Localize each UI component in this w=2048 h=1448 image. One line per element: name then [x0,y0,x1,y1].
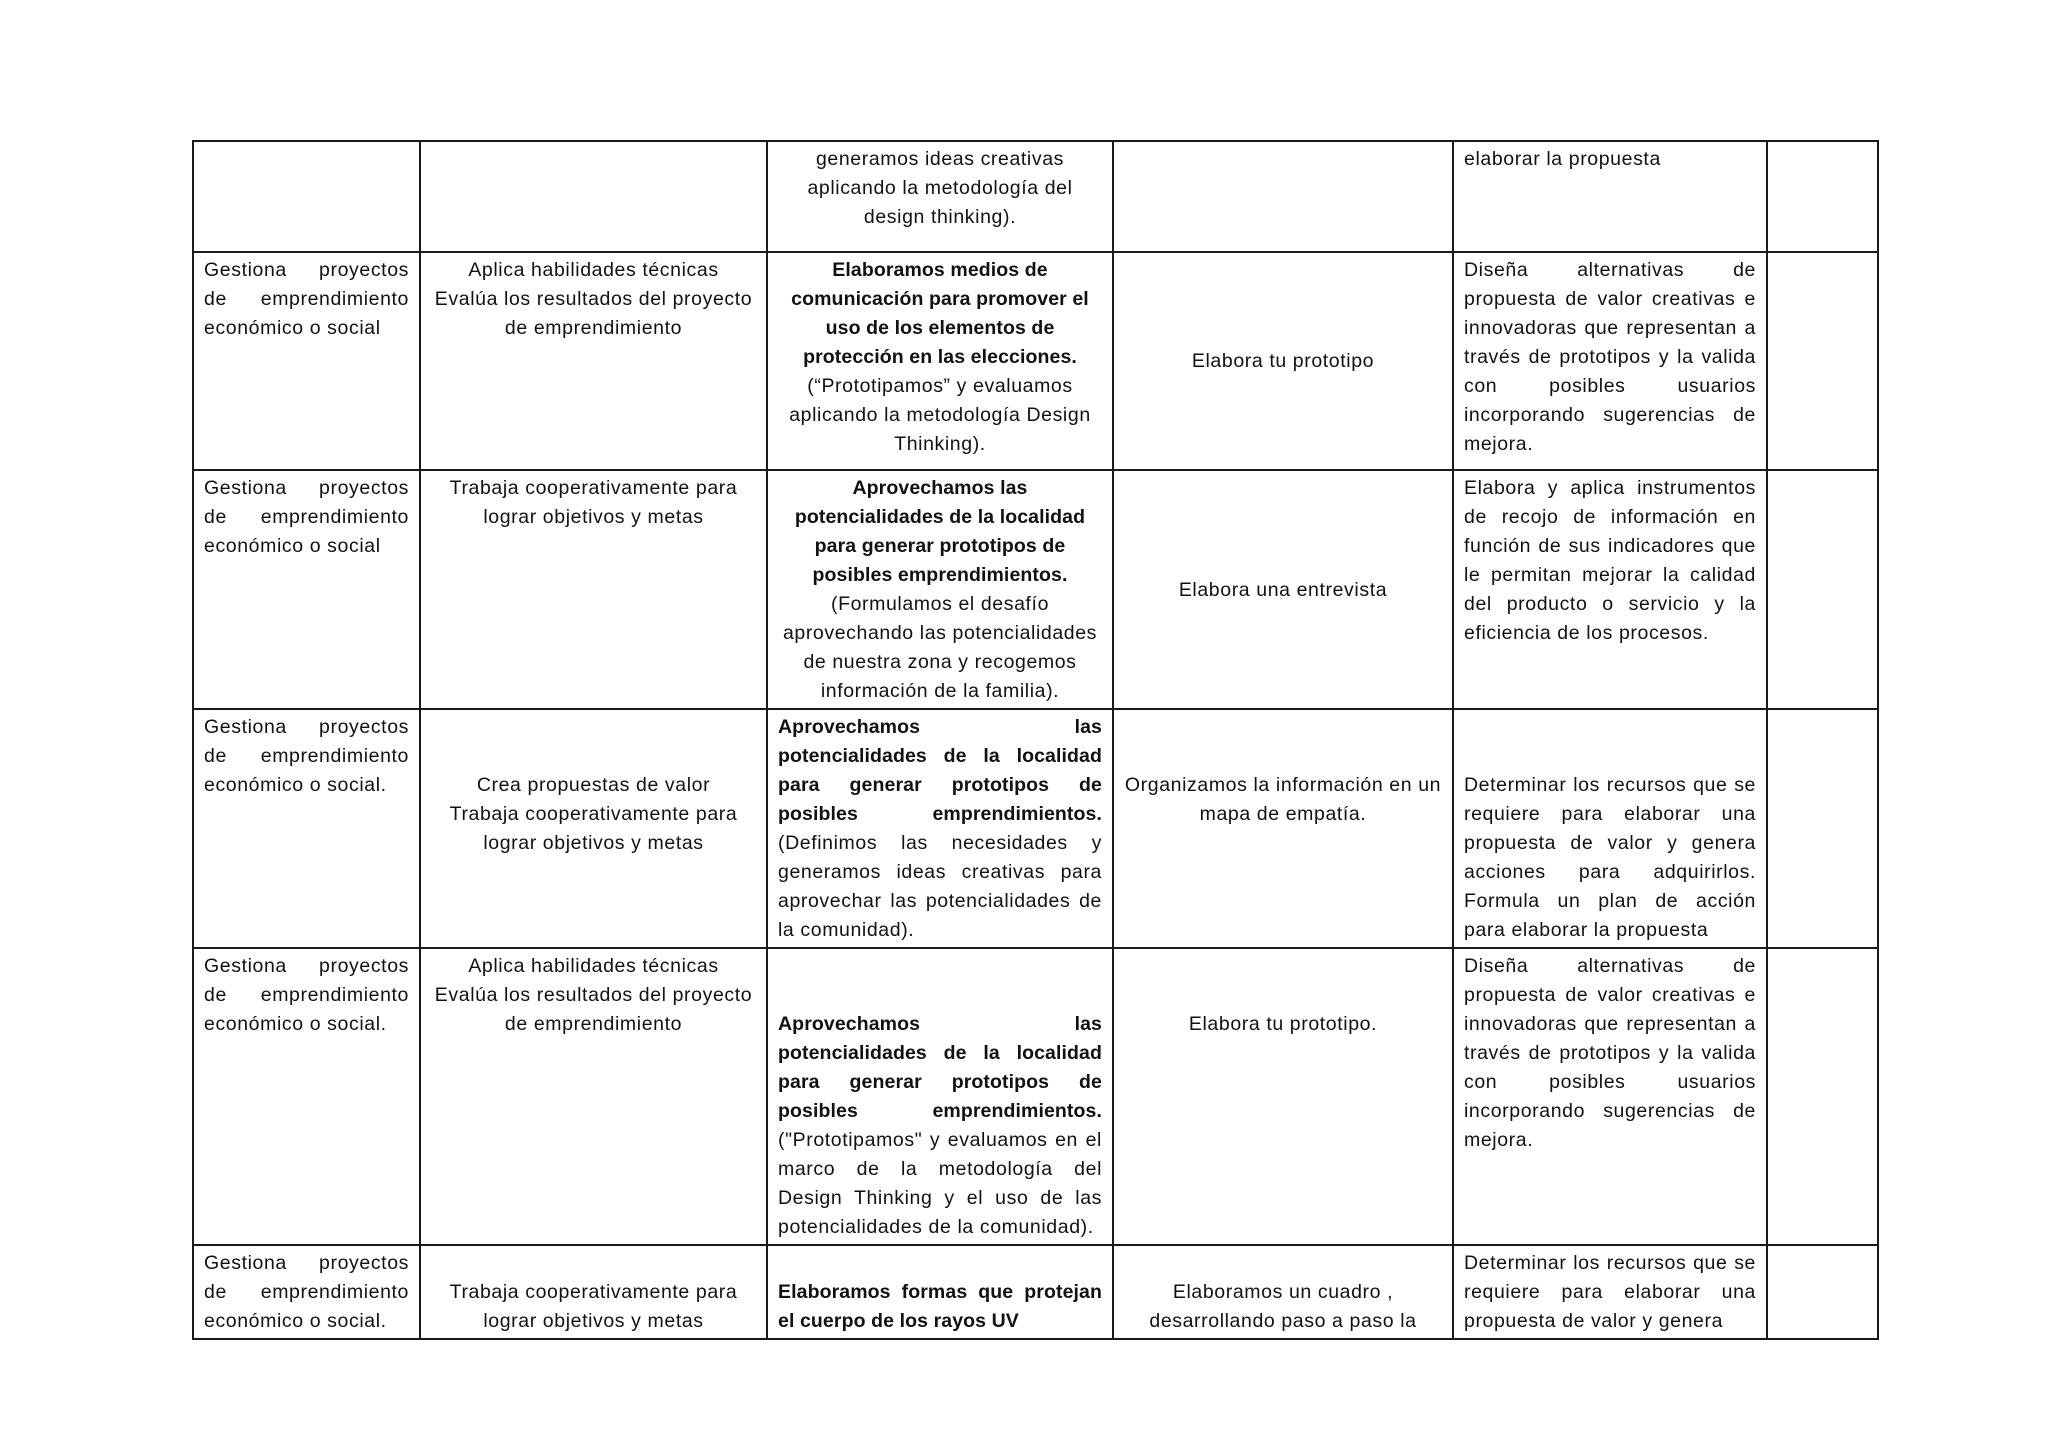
table-row [193,470,1878,709]
table-row [193,252,1878,470]
capacidad-text: Crea propuestas de valor [476,774,711,796]
desempeno-text: Diseña alternativas de propuesta de valor creativas e innovadoras que representan a través de prototipos y la valida con posibles usuarios incorporando sugerencias de mejora. [1464,259,1756,455]
desempeno-cell [1453,948,1767,1245]
actividad-cell [767,470,1113,709]
desempeno-text: elaborar la propuesta [1464,148,1661,170]
table-row [193,141,1878,252]
capacidades-cell [420,1245,767,1339]
extra-cell [1767,252,1878,470]
producto-cell [1113,470,1453,709]
producto-text: Elabora tu prototipo. [1188,1013,1378,1035]
table-row [193,1245,1878,1339]
table-row [193,948,1878,1245]
competencia-cell [193,252,420,470]
desempeno-cell [1453,1245,1767,1339]
actividad-text: (Definimos las necesidades y generamos ideas creativas para aprovechar las potencialidades de la comunidad). [778,832,1102,941]
capacidad-text: Trabaja cooperativamente para lograr objetivos y metas [449,803,738,854]
table-row [193,709,1878,948]
capacidades-cell [420,709,767,948]
producto-text: Elaboramos un cuadro , desarrollando paso a paso la [1149,1281,1417,1332]
actividad-text: generamos ideas creativas aplicando la metodología del design thinking). [807,148,1073,228]
extra-cell [1767,1245,1878,1339]
extra-cell [1767,141,1878,252]
capacidades-cell [420,948,767,1245]
capacidades-cell [420,141,767,252]
capacidades-cell [420,252,767,470]
desempeno-text: Diseña alternativas de propuesta de valor creativas e innovadoras que representan a través de prototipos y la valida con posibles usuarios incorporando sugerencias de mejora. [1464,955,1756,1151]
capacidad-text: Evalúa los resultados del proyecto de emprendimiento [434,288,753,339]
competencia-cell [193,141,420,252]
actividad-title: Aprovechamos las potencialidades de la localidad para generar prototipos de posibles emprendimientos. [778,716,1102,825]
capacidad-text: Aplica habilidades técnicas [468,955,719,977]
desempeno-text: Determinar los recursos que se requiere para elaborar una propuesta de valor y genera acciones para adquirirlos. Formula un plan de acción para elaborar la propuesta [1464,774,1756,941]
competencia-cell [193,1245,420,1339]
competencia-cell [193,948,420,1245]
actividad-cell [767,141,1113,252]
extra-cell [1767,948,1878,1245]
actividad-text: ("Prototipamos" y evaluamos en el marco de la metodología del Design Thinking y el uso de las potencialidades de la comunidad). [778,1129,1102,1238]
capacidad-text: Evalúa los resultados del proyecto de emprendimiento [434,984,753,1035]
capacidad-text: Trabaja cooperativamente para lograr objetivos y metas [449,477,738,528]
planning-table [192,140,1879,1340]
desempeno-cell [1453,252,1767,470]
extra-cell [1767,709,1878,948]
actividad-title: Aprovechamos las potencialidades de la localidad para generar prototipos de posibles emprendimientos. [794,477,1086,586]
capacidades-cell [420,470,767,709]
producto-cell [1113,948,1453,1245]
competencia-text: Gestiona proyectos de emprendimiento económico o social [204,477,409,557]
actividad-title: Elaboramos formas que protejan el cuerpo de los rayos UV [778,1281,1102,1332]
desempeno-text: Determinar los recursos que se requiere para elaborar una propuesta de valor y genera [1464,1252,1756,1332]
actividad-cell [767,1245,1113,1339]
competencia-cell [193,470,420,709]
producto-cell [1113,709,1453,948]
desempeno-cell [1453,470,1767,709]
competencia-text: Gestiona proyectos de emprendimiento económico o social [204,259,409,339]
actividad-text: (Formulamos el desafío aprovechando las potencialidades de nuestra zona y recogemos información de la familia). [782,593,1098,702]
actividad-text: (“Prototipamos” y evaluamos aplicando la metodología Design Thinking). [789,375,1091,455]
actividad-cell [767,948,1113,1245]
actividad-title: Aprovechamos las potencialidades de la localidad para generar prototipos de posibles emprendimientos. [778,1013,1102,1122]
desempeno-cell [1453,141,1767,252]
producto-text: Elabora tu prototipo [1191,350,1375,372]
producto-text: Elabora una entrevista [1178,578,1388,601]
producto-cell [1113,141,1453,252]
actividad-cell [767,709,1113,948]
desempeno-cell [1453,709,1767,948]
competencia-text: Gestiona proyectos de emprendimiento económico o social. [204,716,409,796]
desempeno-text: Elabora y aplica instrumentos de recojo de información en función de sus indicadores que le permitan mejorar la calidad del producto o servicio y la eficiencia de los procesos. [1464,477,1756,644]
competencia-text: Gestiona proyectos de emprendimiento económico o social. [204,955,409,1035]
producto-text: Organizamos la información en un mapa de empatía. [1124,774,1442,825]
producto-cell [1113,1245,1453,1339]
actividad-cell [767,252,1113,470]
actividad-title: Elaboramos medios de comunicación para promover el uso de los elementos de protección en las elecciones. [791,259,1089,368]
competencia-cell [193,709,420,948]
competencia-text: Gestiona proyectos de emprendimiento económico o social. [204,1252,409,1332]
extra-cell [1767,470,1878,709]
capacidad-text: Aplica habilidades técnicas [468,259,719,281]
producto-cell [1113,252,1453,470]
capacidad-text: Trabaja cooperativamente para lograr objetivos y metas [449,1281,738,1332]
